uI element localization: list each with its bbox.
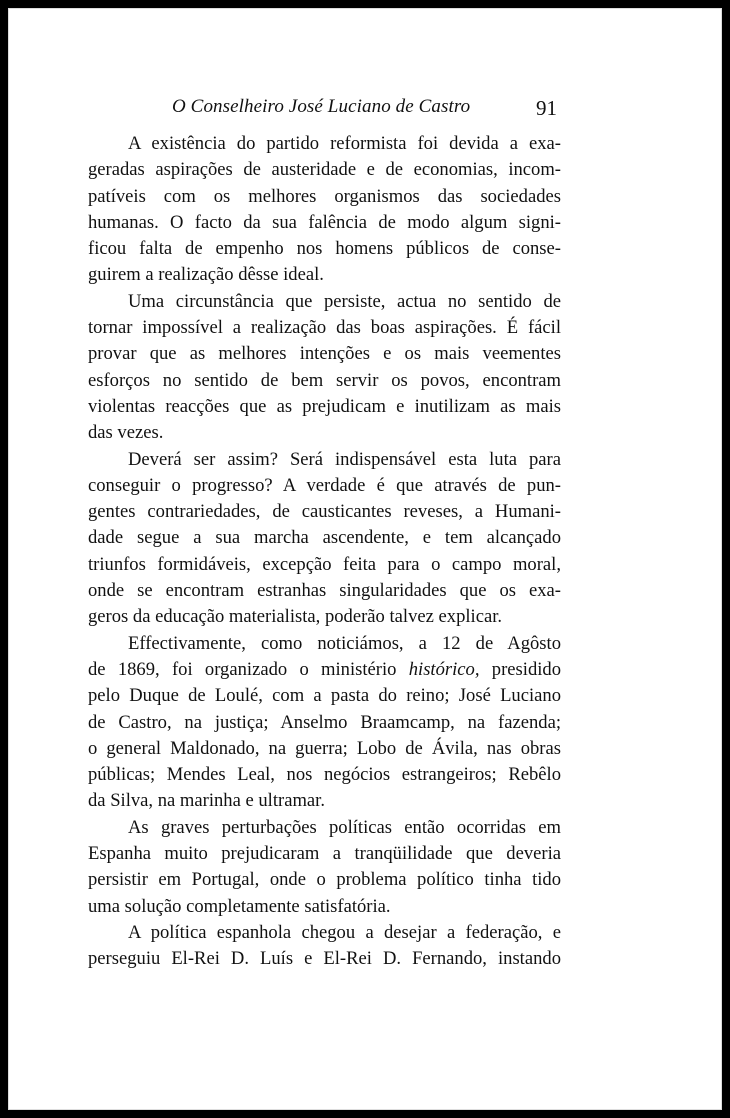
text-line: Espanha muito prejudicaram a tranqüilidade que deveria: [88, 843, 561, 865]
text-line: tornar impossível a realização das boas aspirações. É fácil: [88, 317, 561, 339]
text-line: da Silva, na marinha e ultramar.: [88, 790, 325, 812]
text-line: conseguir o progresso? A verdade é que através de pun-: [88, 474, 561, 496]
paragraph-3: [88, 447, 561, 631]
text-line: de Castro, na justiça; Anselmo Braamcamp, na fazenda;: [88, 711, 561, 733]
paragraph-6: [88, 920, 561, 973]
text-line: guirem a realização dêsse ideal.: [88, 264, 324, 286]
text-line: pelo Duque de Loulé, com a pasta do reino; José Luciano: [88, 685, 561, 707]
running-head: [8, 96, 722, 126]
text-line: geros da educação materialista, poderão talvez explicar.: [88, 606, 503, 628]
running-title: O Conselheiro José Luciano de Castro: [172, 96, 471, 117]
text-line: ficou falta de empenho nos homens públicos de conse-: [88, 238, 561, 260]
page-number: 91: [536, 96, 557, 120]
text-line: uma solução completamente satisfatória.: [88, 895, 391, 917]
text-line: patíveis com os melhores organismos das sociedades: [88, 185, 561, 207]
text-line: geradas aspirações de austeridade e de economias, incom-: [88, 159, 561, 181]
text-line: perseguiu El-Rei D. Luís e El-Rei D. Fernando, instando: [88, 948, 561, 970]
text-segment: de 1869, foi organizado o ministério: [88, 658, 397, 680]
text-line: gentes contrariedades, de causticantes reveses, a Humani-: [88, 501, 561, 523]
text-segment: presidido: [491, 658, 561, 680]
text-line-with-italic: [88, 657, 561, 683]
text-line: A política espanhola chegou a desejar a federação, e: [128, 921, 561, 943]
text-line: humanas. O facto da sua falência de modo algum signi-: [88, 211, 561, 233]
paragraph-1: [88, 131, 561, 289]
text-line: violentas reacções que as prejudicam e inutilizam as mais: [88, 395, 561, 417]
text-line: das vezes.: [88, 422, 164, 444]
text-line: públicas; Mendes Leal, nos negócios estrangeiros; Rebêlo: [88, 764, 561, 786]
paragraph-4: [88, 631, 561, 815]
text-line: triunfos formidáveis, excepção feita para o campo moral,: [88, 553, 561, 575]
book-page: [8, 8, 722, 1110]
text-line: o general Maldonado, na guerra; Lobo de Ávila, nas obras: [88, 737, 561, 759]
text-line: Deverá ser assim? Será indispensável esta luta para: [128, 448, 561, 470]
italic-term: histórico,: [408, 658, 480, 680]
text-line: esforços no sentido de bem servir os povos, encontram: [88, 369, 561, 391]
text-line: A existência do partido reformista foi devida a exa-: [128, 133, 561, 154]
text-line: Uma circunstância que persiste, actua no sentido de: [128, 290, 561, 312]
paragraph-5: [88, 815, 561, 920]
text-line: onde se encontram estranhas singularidades que os exa-: [88, 580, 561, 602]
text-line: Effectivamente, como noticiámos, a 12 de Agôsto: [128, 632, 561, 654]
text-line: As graves perturbações políticas então ocorridas em: [128, 816, 561, 838]
text-line: persistir em Portugal, onde o problema político tinha tido: [88, 869, 561, 891]
text-line: dade segue a sua marcha ascendente, e tem alcançado: [88, 527, 561, 549]
body-text: [88, 131, 561, 973]
text-line: provar que as melhores intenções e os mais veementes: [88, 343, 561, 365]
paragraph-2: [88, 289, 561, 447]
